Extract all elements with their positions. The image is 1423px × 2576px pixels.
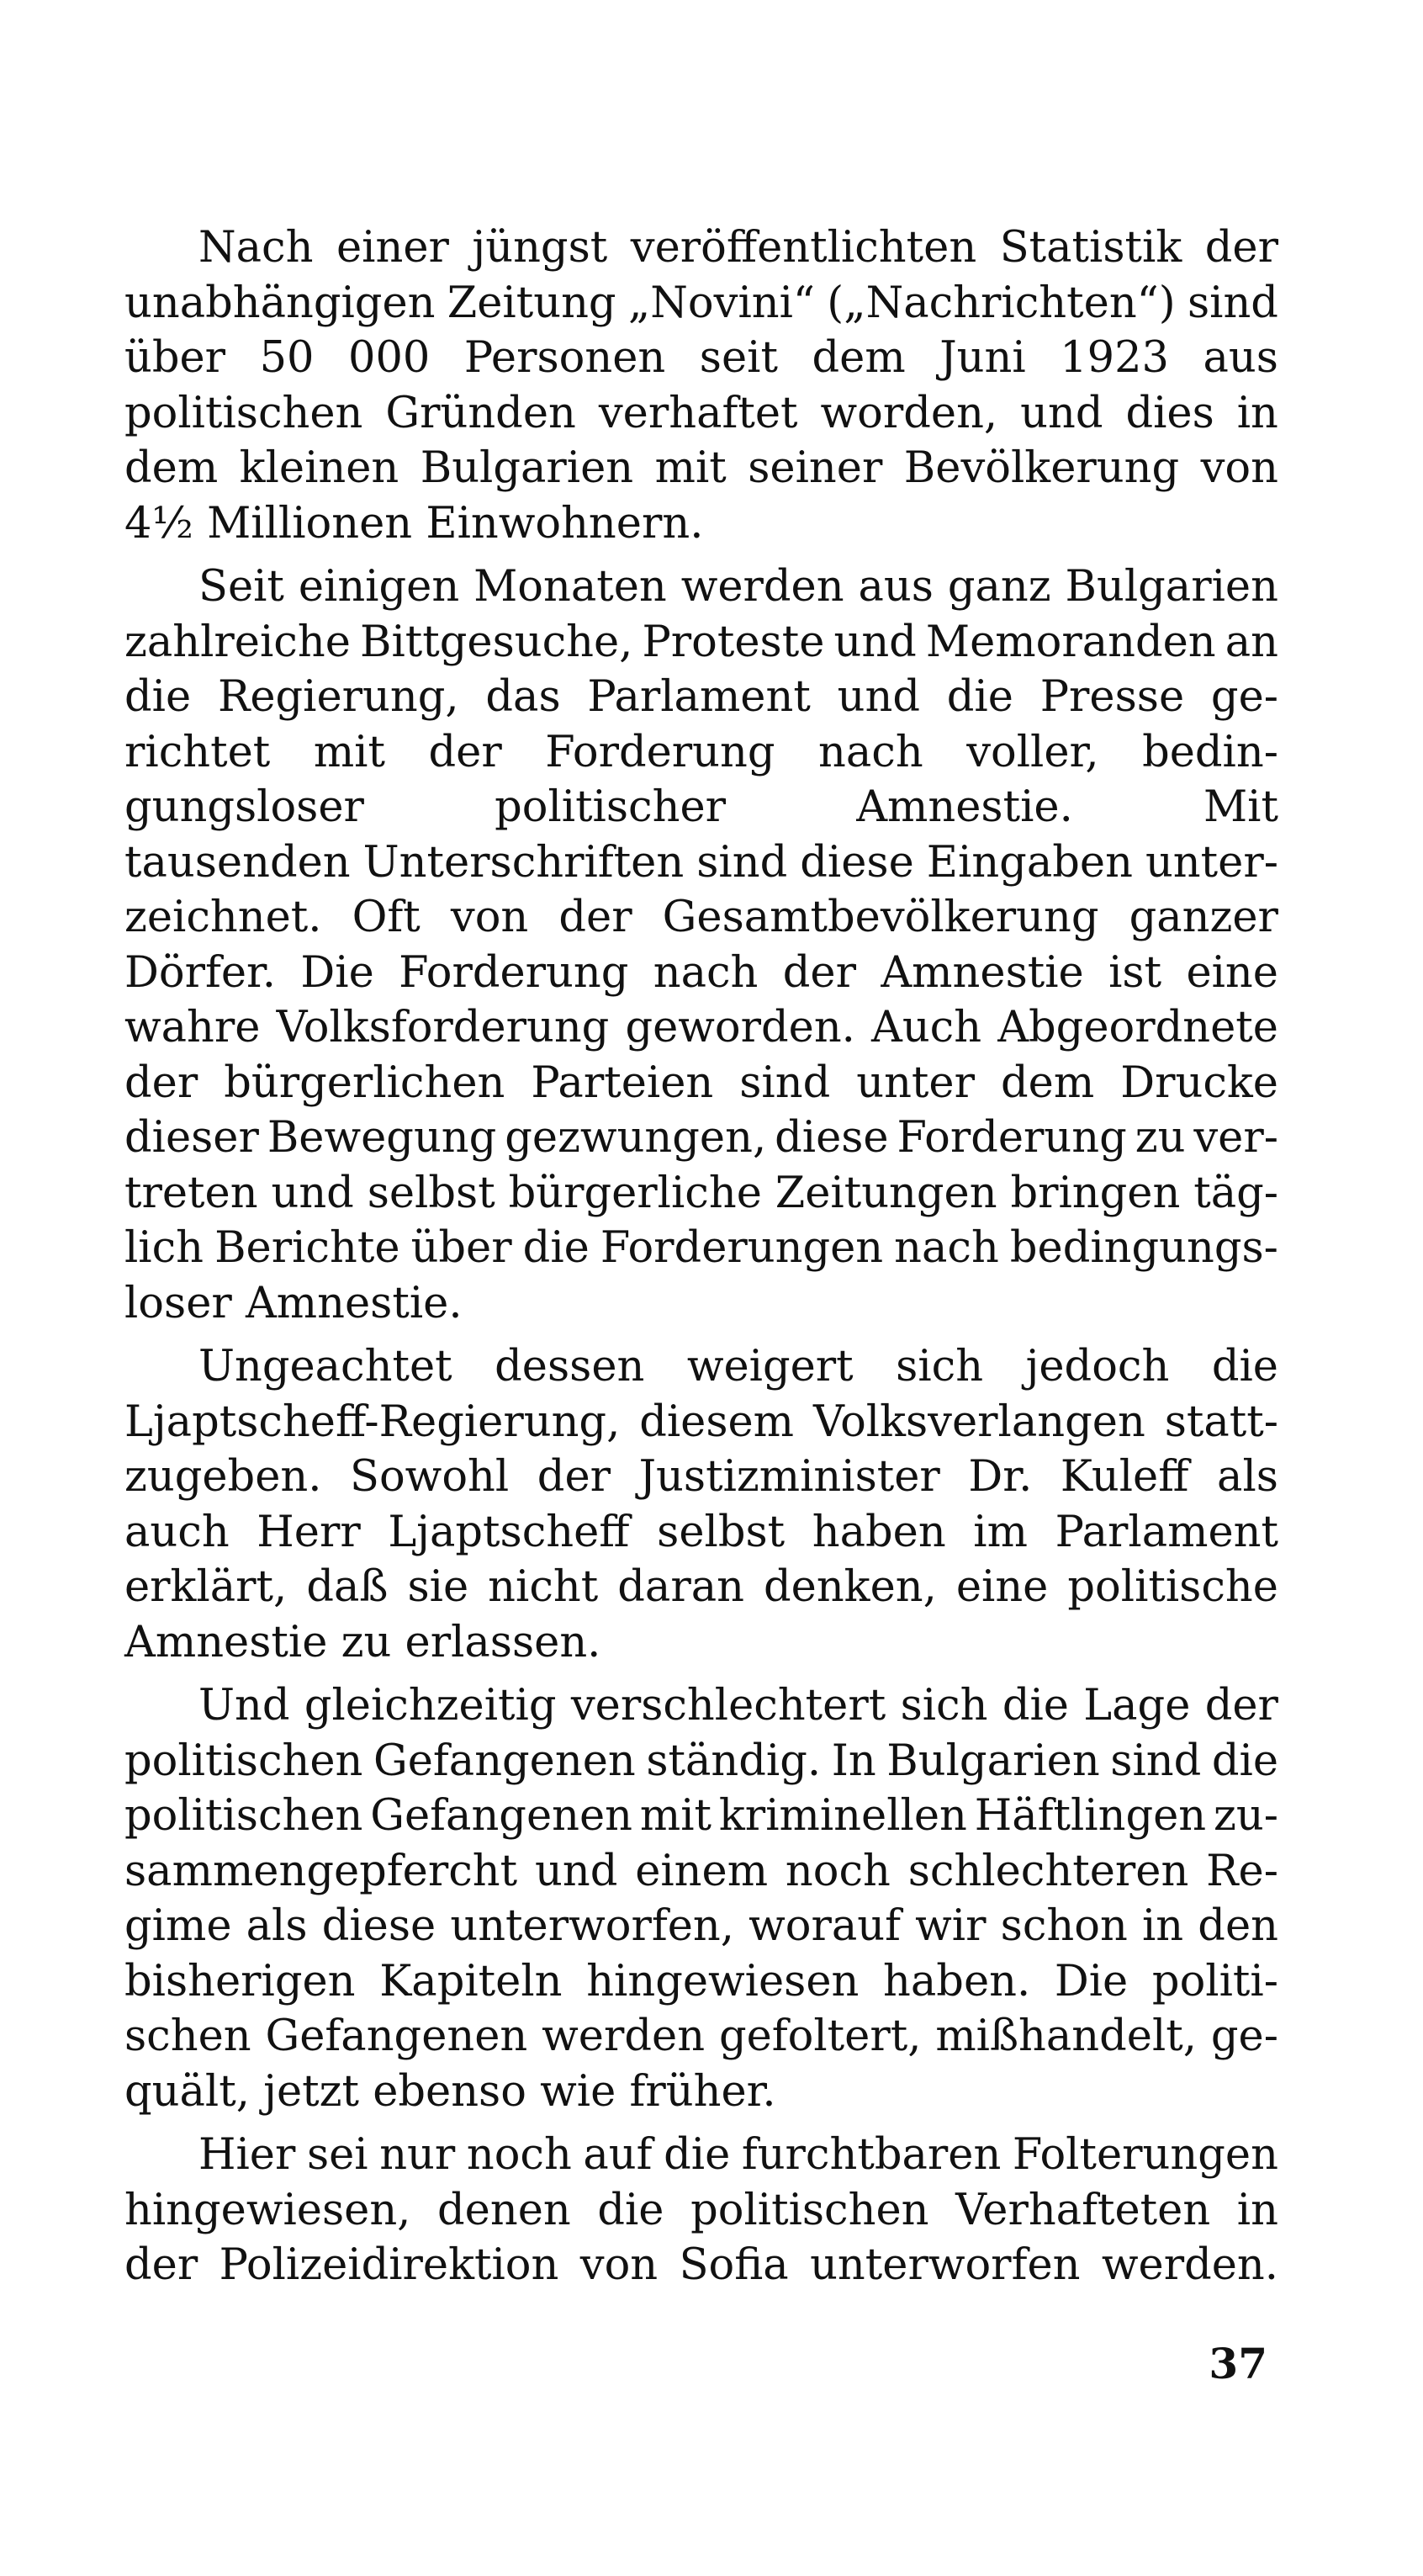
text-line: zeichnet. Oft von der Gesamtbevölkerung ganzer: [124, 893, 1278, 942]
text-line: Nach einer jüngst veröffentlichten Statistik der: [198, 223, 1278, 273]
text-line: hingewiesen, denen die politischen Verhafteten in: [124, 2185, 1278, 2235]
text-line: sammengepfercht und einem noch schlechteren Re-: [124, 1846, 1278, 1896]
text-line: der Polizeidirektion von Sofia unterworfen werden.: [124, 2240, 1278, 2290]
body-text: [124, 220, 1278, 2302]
text-line: zugeben. Sowohl der Justizminister Dr. Kuleff als: [124, 1452, 1278, 1502]
text-line: wahre Volksforderung geworden. Auch Abgeordnete: [124, 1003, 1278, 1052]
text-line: Hier sei nur noch auf die furchtbaren Folterungen: [198, 2130, 1278, 2180]
text-line: politischen Gefangenen ständig. In Bulgarien sind die: [124, 1736, 1278, 1786]
text-line: dem kleinen Bulgarien mit seiner Bevölkerung von: [124, 443, 1278, 493]
text-line: Seit einigen Monaten werden aus ganz Bulgarien: [198, 562, 1278, 612]
text-line: bisherigen Kapiteln hingewiesen haben. Die politi-: [124, 1956, 1278, 2006]
text-line: quält, jetzt ebenso wie früher.: [124, 2066, 776, 2117]
text-line: lich Berichte über die Forderungen nach bedingungs-: [124, 1223, 1278, 1273]
text-line: Ungeachtet dessen weigert sich jedoch die: [198, 1342, 1278, 1391]
paragraph: [124, 1678, 1278, 2119]
text-line: über 50 000 Personen seit dem Juni 1923 aus: [124, 333, 1278, 383]
paragraph: [124, 2128, 1278, 2293]
text-line: auch Herr Ljaptscheff selbst haben im Parlament: [124, 1507, 1278, 1557]
text-line: gungsloser politischer Amnestie. Mit: [124, 782, 1278, 832]
paragraph: [124, 559, 1278, 1331]
text-line: 4½ Millionen Einwohnern.: [124, 498, 704, 549]
paragraph: [124, 1339, 1278, 1670]
text-line: der bürgerlichen Parteien sind unter dem Drucke: [124, 1057, 1278, 1108]
text-line: richtet mit der Forderung nach voller, bedin-: [124, 727, 1278, 777]
text-line: tausenden Unterschriften sind diese Eingaben unter-: [124, 837, 1278, 888]
text-line: dieser Bewegung gezwungen, diese Forderung zu ver-: [124, 1113, 1278, 1163]
text-line: Und gleichzeitig verschlechtert sich die Lage der: [198, 1681, 1278, 1731]
text-line: treten und selbst bürgerliche Zeitungen bringen täg-: [124, 1168, 1278, 1218]
paragraph: [124, 220, 1278, 551]
text-line: schen Gefangenen werden gefoltert, mißhandelt, ge-: [124, 2012, 1278, 2061]
text-line: loser Amnestie.: [124, 1278, 463, 1328]
text-line: zahlreiche Bittgesuche, Proteste und Memoranden an: [124, 617, 1278, 667]
text-line: die Regierung, das Parlament und die Presse ge-: [124, 672, 1278, 722]
text-line: gime als diese unterworfen, worauf wir schon in den: [124, 1901, 1278, 1951]
text-line: Amnestie zu erlassen.: [124, 1617, 601, 1667]
text-line: erklärt, daß sie nicht daran denken, eine politische: [124, 1562, 1278, 1612]
text-line: Dörfer. Die Forderung nach der Amnestie ist eine: [124, 947, 1278, 998]
text-line: politischen Gründen verhaftet worden, und dies in: [124, 388, 1278, 438]
text-line: politischen Gefangenen mit kriminellen Häftlingen zu-: [124, 1791, 1278, 1841]
text-line: Ljaptscheff-Regierung, diesem Volksverlangen statt-: [124, 1397, 1278, 1447]
text-line: unabhängigen Zeitung „Novini“ („Nachrichten“) sind: [124, 278, 1278, 328]
page-number: 37: [1209, 2339, 1267, 2388]
